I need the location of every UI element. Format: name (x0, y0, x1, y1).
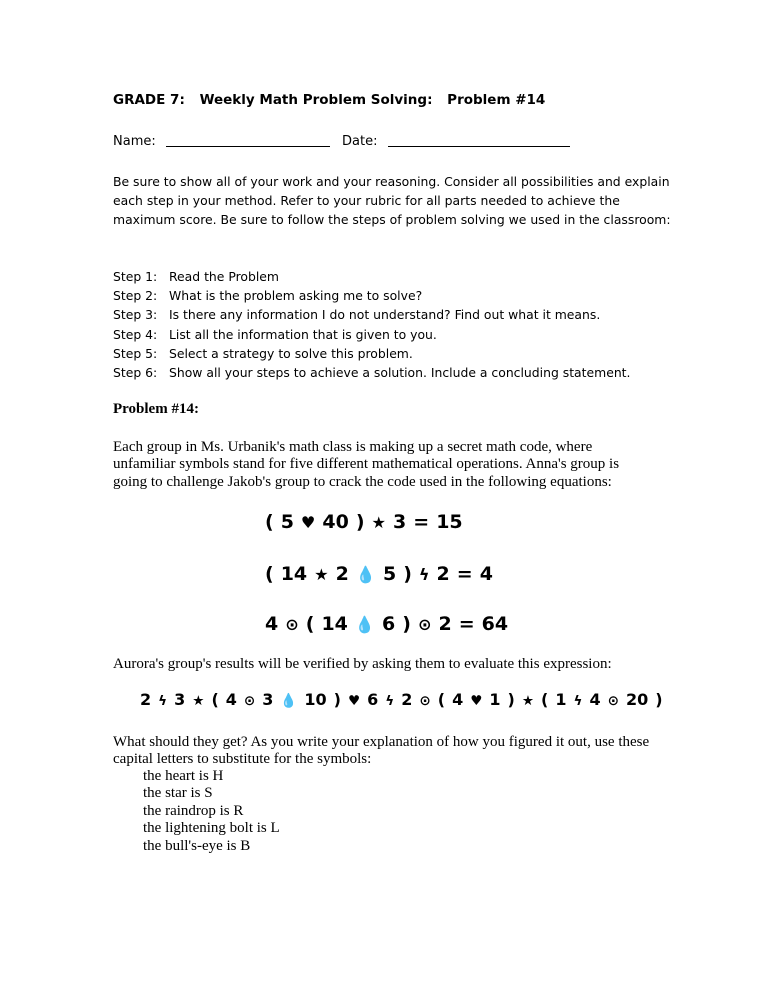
problem-paragraph-2: Aurora's group's results will be verified by asking them to evaluate this expression: (113, 656, 612, 672)
raindrop-icon: 💧 (354, 615, 376, 634)
equation-token: 4 (265, 613, 279, 635)
name-date-line (113, 134, 570, 149)
step-label: Step 4: (113, 326, 158, 342)
equation-token: 40 (322, 511, 349, 533)
grade-label: GRADE 7: (113, 92, 185, 108)
equation-token: ( (211, 690, 219, 709)
equation-token: ( (541, 690, 549, 709)
equation-token: 2 (140, 690, 152, 709)
equation-token: ) (402, 613, 411, 635)
name-label: Name: (113, 134, 156, 149)
problem-heading: Problem #14: (113, 401, 199, 417)
step-text: Select a strategy to solve this problem. (169, 345, 413, 361)
lightning-bolt-icon: ϟ (573, 693, 583, 709)
equation-token: ) (507, 690, 515, 709)
equation-token: 2 (438, 613, 452, 635)
equation-1 (265, 511, 470, 533)
substitution-item: the heart is H (143, 768, 224, 784)
step-text: What is the problem asking me to solve? (169, 288, 423, 304)
step-item (113, 344, 630, 363)
equation-token: 64 (481, 613, 509, 635)
star-icon: ★ (371, 513, 387, 532)
equation-token: ( (265, 511, 274, 533)
equation-token: 2 (335, 563, 349, 585)
step-text: Is there any information I do not understand? Find out what it means. (169, 307, 601, 323)
equation-token: 4 (589, 690, 601, 709)
step-item (113, 267, 630, 286)
problem-paragraph-1: Each group in Ms. Urbanik's math class is making up a secret math code, where unfamiliar symbols stand for five different mathematical operations. Anna's group is going to challenge Jakob's group to crack the code used in the following equations: (113, 439, 620, 490)
heart-icon: ♥ (347, 693, 361, 709)
star-icon: ★ (521, 693, 535, 709)
equation-token: 1 (489, 690, 501, 709)
equation-token: 3 (174, 690, 186, 709)
lightning-bolt-icon: ϟ (418, 565, 430, 584)
substitution-item: the bull's-eye is B (143, 837, 251, 854)
equation-token: = (458, 613, 475, 635)
equation-token: ) (655, 690, 663, 709)
equation-3 (265, 613, 515, 635)
equation-token: 14 (321, 613, 348, 635)
step-item (113, 325, 630, 344)
lightning-bolt-icon: ϟ (385, 693, 395, 709)
worksheet-title (113, 92, 555, 108)
equation-token: ( (305, 613, 315, 635)
bullseye-icon: ⊙ (417, 615, 432, 634)
date-label: Date: (342, 134, 378, 149)
equation-token: 14 (280, 563, 308, 585)
equation-token: 4 (479, 563, 493, 585)
equation-token: ( (265, 563, 274, 585)
equation-token: ) (403, 563, 412, 585)
step-text: List all the information that is given to you. (169, 326, 437, 342)
equation-token: = (456, 563, 473, 585)
equation-token: 10 (304, 690, 327, 709)
step-label: Step 3: (113, 307, 158, 323)
star-icon: ★ (192, 693, 205, 709)
equation-token: 5 (280, 511, 294, 533)
step-item (113, 305, 630, 324)
equation-token: 1 (555, 690, 567, 709)
bullseye-icon: ⊙ (243, 693, 256, 709)
name-blank[interactable] (166, 134, 330, 147)
equation-token: ( (437, 690, 446, 709)
substitution-list (143, 768, 280, 855)
step-item (113, 286, 630, 305)
equation-token: ) (333, 690, 341, 709)
star-icon: ★ (314, 565, 329, 584)
equation-token: 2 (401, 690, 413, 709)
equation-token: 4 (225, 690, 237, 709)
expression (140, 690, 670, 709)
equation-token: 6 (382, 613, 396, 635)
equation-token: 4 (452, 690, 464, 709)
step-label: Step 1: (113, 269, 158, 284)
substitution-item: the star is S (143, 785, 213, 802)
equation-2 (265, 563, 500, 585)
problem-paragraph-3: What should they get? As you write your explanation of how you figured it out, use these capital letters to substitute for the symbols: (113, 734, 650, 768)
bullseye-icon: ⊙ (285, 615, 299, 634)
series-label: Weekly Math Problem Solving: (199, 92, 433, 108)
step-text: Read the Problem (169, 269, 280, 284)
step-label: Step 2: (113, 288, 158, 304)
steps-list (113, 267, 630, 382)
bullseye-icon: ⊙ (419, 693, 431, 709)
equation-token: 20 (626, 690, 649, 709)
equation-token: 5 (382, 563, 397, 585)
instructions-paragraph: Be sure to show all of your work and your reasoning. Consider all possibilities and explain each step in your method. Refer to your rubric for all parts needed to achieve the maximum score. Be sure to follow the steps of problem solving we used in the classroom: (113, 174, 671, 228)
bullseye-icon: ⊙ (607, 693, 619, 709)
step-text: Show all your steps to achieve a solution. Include a concluding statement. (169, 365, 631, 381)
heart-icon: ♥ (300, 513, 316, 532)
equation-token: 3 (262, 690, 274, 709)
problem-number: Problem #14 (447, 92, 546, 108)
equation-token: 3 (393, 511, 407, 533)
step-label: Step 5: (113, 345, 158, 361)
heart-icon: ♥ (470, 693, 483, 709)
date-blank[interactable] (388, 134, 570, 147)
step-label: Step 6: (113, 365, 158, 381)
substitution-item: the raindrop is R (143, 802, 244, 819)
lightning-bolt-icon: ϟ (158, 693, 168, 709)
equation-token: 2 (436, 563, 450, 585)
step-item (113, 363, 630, 382)
equation-token: 6 (367, 690, 379, 709)
equation-token: = (413, 511, 430, 533)
raindrop-icon: 💧 (280, 693, 298, 709)
raindrop-icon: 💧 (355, 565, 376, 584)
equation-token: 15 (436, 511, 463, 533)
equation-token: ) (355, 511, 365, 533)
substitution-item: the lightening bolt is L (143, 820, 280, 837)
